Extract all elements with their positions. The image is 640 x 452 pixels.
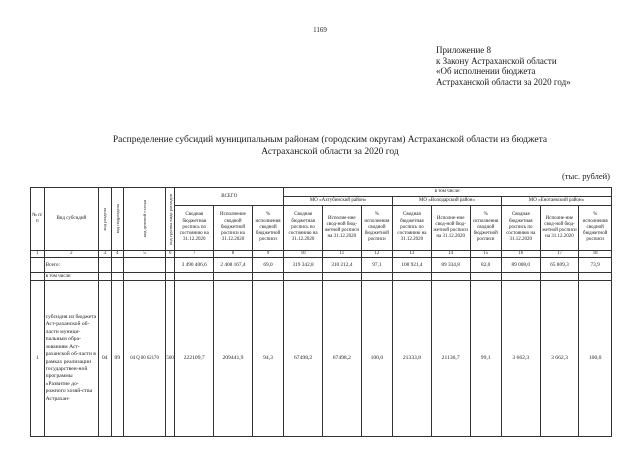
- including-cell: [431, 273, 470, 281]
- total-value: 65 809,3: [540, 258, 579, 273]
- col-number: 17: [540, 251, 579, 258]
- total-no: [31, 258, 45, 273]
- header-mo1-plan: Сводная бюджетная роспись по состоянию на 31.12.2020: [284, 206, 323, 251]
- including-cell: [361, 273, 392, 281]
- header-mo3-plan: Сводная бюджетная роспись по состоянию на 31.12.2020: [501, 206, 540, 251]
- header-total-pct: % исполнения сводной бюджетной росписи: [252, 206, 283, 251]
- column-number-row: [31, 251, 612, 258]
- header-type: Вид субсидий: [44, 188, 98, 251]
- row-value: 3 662,3: [501, 281, 540, 437]
- including-cell: [579, 273, 612, 281]
- col-number: 18: [579, 251, 612, 258]
- total-section: [99, 258, 112, 273]
- row-value: 21136,7: [431, 281, 470, 437]
- header-mo1-pct: % исполнения сводной бюджетной росписи: [361, 206, 392, 251]
- including-cell: [393, 273, 432, 281]
- row-section: 04: [99, 281, 112, 437]
- row-subsidy-type: субсидия из бюджета Аст-раханской об-ласти муници-пальным обра-зованиям Аст-раханской об-ласти в рамках реализации государствен-ной программы «Развитие до-рожного хозяй-ства Астрахан-: [44, 281, 98, 437]
- header-target: код целевой статьи: [124, 188, 166, 251]
- units-label: (тыс. рублей): [561, 171, 610, 181]
- appendix-line-2: к Закону Астраханской области: [436, 55, 557, 66]
- total-value: 82,0: [470, 258, 501, 273]
- including-cell: [284, 273, 323, 281]
- subsidy-table: [30, 187, 612, 437]
- col-number: 2: [44, 251, 98, 258]
- header-expense: код группы вида расходов: [165, 188, 174, 251]
- header-total-exec: Исполнение сводной бюджетной росписи на 31.12.2020: [214, 206, 253, 251]
- col-number: 10: [284, 251, 323, 258]
- total-value: 310 212,4: [322, 258, 361, 273]
- total-value: 69,0: [252, 258, 283, 273]
- total-value: 2 408 167,4: [214, 258, 253, 273]
- header-mo-1: МО «Ахтубинский район»: [284, 197, 393, 206]
- col-number: 8: [214, 251, 253, 258]
- table-row: [31, 281, 612, 437]
- including-cell: [252, 273, 283, 281]
- header-mo2-plan: Сводная бюджетная роспись по состоянию на 31.12.2020: [393, 206, 432, 251]
- appendix-line-1: Приложение 8: [436, 45, 492, 55]
- row-target: 04 Q 00 62170: [124, 281, 166, 437]
- total-target: [124, 258, 166, 273]
- row-value: 67498,2: [284, 281, 323, 437]
- row-expense: 500: [165, 281, 174, 437]
- total-expense: [165, 258, 174, 273]
- col-number: 6: [165, 251, 174, 258]
- row-value: 94,3: [252, 281, 283, 437]
- header-section: код раздела: [99, 188, 112, 251]
- header-mo1-exec: Исполне-ние свод-ной бюд-жетной росписи на 31.12.2020: [322, 206, 361, 251]
- total-value: 108 921,4: [393, 258, 432, 273]
- col-number: 9: [252, 251, 283, 258]
- header-subsection: код подраздела: [111, 188, 124, 251]
- col-number: 13: [393, 251, 432, 258]
- including-label: в том числе:: [44, 273, 98, 281]
- header-total-plan: Сводная бюджетная роспись по состоянию на 31.12.2020: [175, 206, 214, 251]
- header-mo3-pct: % исполнения сводной бюджетной росписи: [579, 206, 612, 251]
- appendix-line-4: Астраханской области за 2020 год»: [436, 76, 571, 87]
- col-number: 16: [501, 251, 540, 258]
- header-mo2-pct: % исполнения сводной бюджетной росписи: [470, 206, 501, 251]
- including-cell: [111, 273, 124, 281]
- row-value: 3 662,3: [540, 281, 579, 437]
- header-row-1: [31, 188, 612, 197]
- including-cell: [214, 273, 253, 281]
- col-number: 11: [322, 251, 361, 258]
- including-cell: [165, 273, 174, 281]
- total-value: 97,1: [361, 258, 392, 273]
- appendix-block: [436, 45, 571, 87]
- row-no: 1: [31, 281, 45, 437]
- total-subsection: [111, 258, 124, 273]
- total-row: [31, 258, 612, 273]
- row-value: 99,1: [470, 281, 501, 437]
- including-cell: [540, 273, 579, 281]
- including-no: [31, 273, 45, 281]
- col-number: 14: [431, 251, 470, 258]
- title-line-2: Астраханской области за 2020 год: [261, 147, 399, 157]
- total-value: 89 334,8: [431, 258, 470, 273]
- page-number: 1169: [313, 26, 327, 34]
- col-number: 3: [99, 251, 112, 258]
- including-cell: [322, 273, 361, 281]
- header-total-group: ВСЕГО: [175, 188, 284, 206]
- row-value: 67498,2: [322, 281, 361, 437]
- row-value: 209441,9: [214, 281, 253, 437]
- including-cell: [124, 273, 166, 281]
- total-value: 3 490 406,6: [175, 258, 214, 273]
- col-number: 7: [175, 251, 214, 258]
- col-number: 5: [124, 251, 166, 258]
- col-number: 1: [31, 251, 45, 258]
- row-value: 100,0: [361, 281, 392, 437]
- total-value: 73,9: [579, 258, 612, 273]
- document-title: [40, 134, 620, 158]
- total-label: Всего:: [44, 258, 98, 273]
- subsidy-table-grid: [30, 187, 612, 437]
- header-mo3-exec: Исполне-ние свод-ной бюд-жетной росписи на 31.12.2020: [540, 206, 579, 251]
- total-value: 319 342,8: [284, 258, 323, 273]
- row-value: 222109,7: [175, 281, 214, 437]
- col-number: 4: [111, 251, 124, 258]
- appendix-line-3: «Об исполнении бюджета: [436, 66, 536, 76]
- col-number: 15: [470, 251, 501, 258]
- total-value: 89 008,0: [501, 258, 540, 273]
- header-mo2-exec: Исполне-ние свод-ной бюд-жетной росписи на 31.12.2020: [431, 206, 470, 251]
- including-row: [31, 273, 612, 281]
- including-cell: [470, 273, 501, 281]
- row-value: 21333,8: [393, 281, 432, 437]
- including-cell: [501, 273, 540, 281]
- header-including: в том числе:: [284, 188, 612, 197]
- row-value: 100,0: [579, 281, 612, 437]
- col-number: 12: [361, 251, 392, 258]
- including-cell: [99, 273, 112, 281]
- including-cell: [175, 273, 214, 281]
- header-no: № п/п: [31, 188, 45, 251]
- header-mo-2: МО «Володарский район»: [393, 197, 502, 206]
- header-mo-3: МО «Енотаевский район»: [501, 197, 611, 206]
- row-subsection: 09: [111, 281, 124, 437]
- title-line-1: Распределение субсидий муниципальным районам (городским округам) Астраханской области из бюджета: [112, 135, 548, 145]
